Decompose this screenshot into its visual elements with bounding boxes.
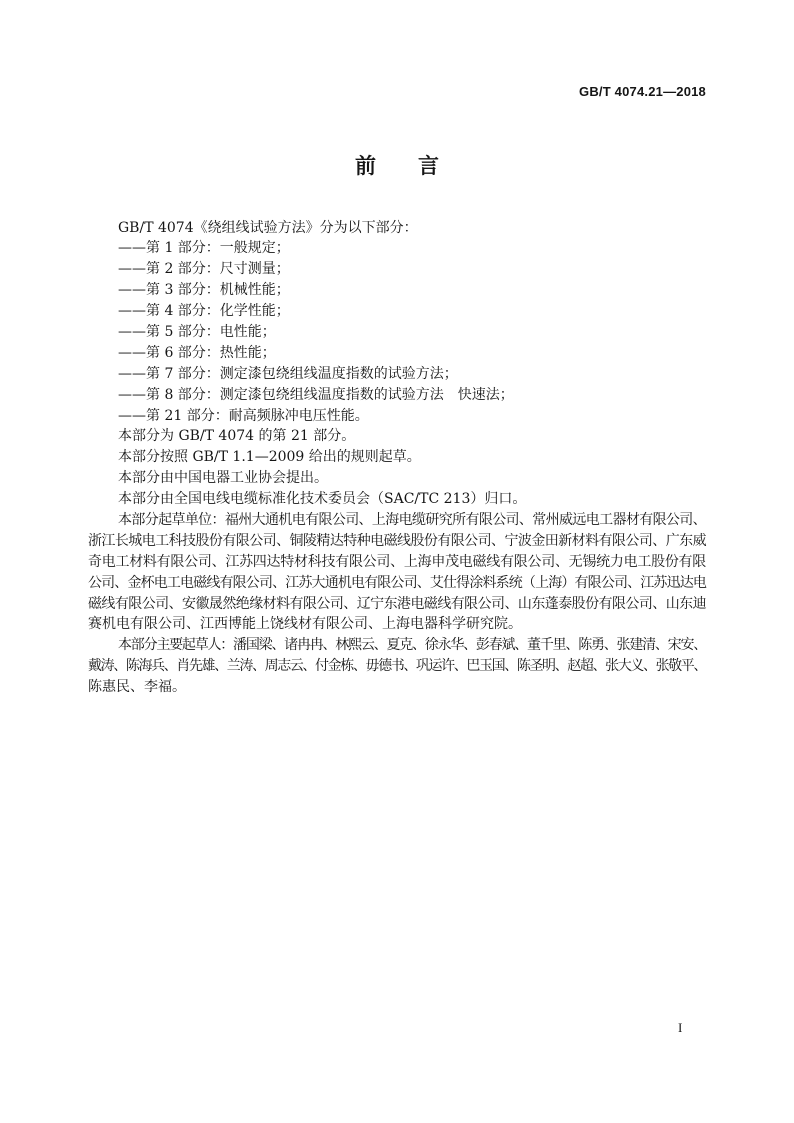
list-item: ——第 1 部分：一般规定； xyxy=(118,240,290,257)
list-item: ——第 7 部分：测定漆包绕组线温度指数的试验方法； xyxy=(118,365,458,382)
intro-paragraph: GB/T 4074《绕组线试验方法》分为以下部分： xyxy=(118,219,418,236)
drafters-paragraph xyxy=(88,635,706,698)
list-item: ——第 3 部分：机械性能； xyxy=(118,282,290,299)
part-number-statement: 本部分为 GB/T 4074 的第 21 部分。 xyxy=(118,428,356,445)
drafting-rules-statement: 本部分按照 GB/T 1.1—2009 给出的规则起草。 xyxy=(118,449,421,466)
list-item: ——第 5 部分：电性能； xyxy=(118,323,276,340)
parts-list xyxy=(88,238,706,426)
list-item: ——第 2 部分：尺寸测量； xyxy=(118,261,290,278)
list-item: ——第 4 部分：化学性能； xyxy=(118,303,290,320)
drafting-units-paragraph xyxy=(88,510,706,635)
page-title: 前言 xyxy=(355,154,481,178)
paragraph-line: 公司、金杯电工电磁线有限公司、江苏大通机电有限公司、艾仕得涂料系统（上海）有限公司、江苏迅达电 xyxy=(88,574,706,591)
proposer-statement: 本部分由中国电器工业协会提出。 xyxy=(118,470,328,487)
paragraph-line: 浙江长城电工科技股份有限公司、铜陵精达特种电磁线股份有限公司、宁波金田新材料有限公司、广东威 xyxy=(88,532,706,549)
paragraph-line: 本部分主要起草人：潘国梁、诸冉冉、林熙云、夏克、徐永华、彭春斌、董千里、陈勇、张建清、宋安、 xyxy=(118,637,706,654)
preface-body xyxy=(88,218,706,698)
list-item: ——第 8 部分：测定漆包绕组线温度指数的试验方法 快速法； xyxy=(118,386,514,403)
paragraph-line: 本部分起草单位：福州大通机电有限公司、上海电缆研究所有限公司、常州威远电工器材有限公司、 xyxy=(118,511,706,528)
paragraph-line: 陈惠民、李福。 xyxy=(88,679,186,696)
standard-code-header: GB/T 4074.21—2018 xyxy=(579,84,706,99)
page-number: I xyxy=(678,1020,683,1035)
list-item: ——第 21 部分：耐高频脉冲电压性能。 xyxy=(118,407,369,424)
technical-committee-statement: 本部分由全国电线电缆标准化技术委员会（SAC/TC 213）归口。 xyxy=(118,491,527,508)
paragraph-line: 磁线有限公司、安徽晟然绝缘材料有限公司、辽宁东港电磁线有限公司、山东蓬泰股份有限公司、山东迪 xyxy=(88,595,706,612)
paragraph-line: 戴涛、陈海兵、肖先雄、兰涛、周志云、付金栋、毋德书、巩运许、巴玉国、陈圣明、赵超、张大义、张敬平、 xyxy=(88,658,706,675)
list-item: ——第 6 部分：热性能； xyxy=(118,344,276,361)
paragraph-line: 赛机电有限公司、江西博能上饶线材有限公司、上海电器科学研究院。 xyxy=(88,616,522,633)
paragraph-line: 奇电工材料有限公司、江苏四达特材科技有限公司、上海申茂电磁线有限公司、无锡统力电工股份有限 xyxy=(88,553,706,570)
